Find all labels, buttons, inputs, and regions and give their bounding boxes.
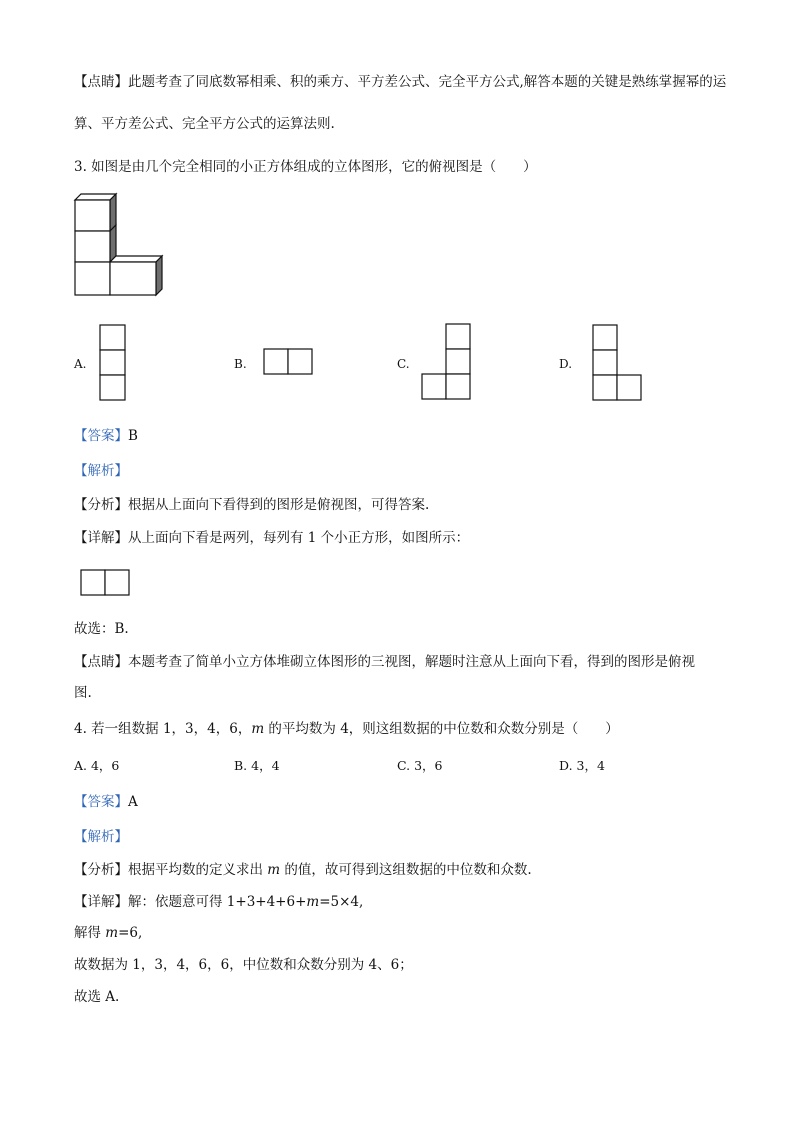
q3-option-d-figure[interactable] [593,325,643,401]
q3-conclusion: 故选：B. [74,621,129,637]
q3-detail-tag: 【详解】 [74,530,128,546]
q4-option-a[interactable]: A. 4，6 [74,758,120,773]
q3-analysis-tag: 【解析】 [74,463,128,479]
q4-answer-value: A [128,794,138,810]
q4-stem-post: 的平均数为 4，则这组数据的中位数和众数分别是（ ） [264,721,619,737]
front-face-middle [75,231,110,262]
q3-note-line-1 [74,653,695,671]
q3-solution-figure [81,570,131,596]
q4-data-line: 故数据为 1，3，4，6，6，中位数和众数分别为 4、6； [74,957,413,973]
q3-note-line-2: 图. [74,685,92,701]
q4-solve-post: =6, [118,925,143,941]
q4-detail-var: m [306,894,320,910]
q4-fenxi-tag: 【分析】 [74,862,128,878]
q3-stem: 3. 如图是由几个完全相同的小正方体组成的立体图形，它的俯视图是（ ） [74,159,537,175]
q4-conclusion: 故选 A. [74,989,120,1005]
q3-note-text: 本题考查了简单小立方体堆砌立体图形的三视图，解题时注意从上面向下看，得到的图形是俯视 [128,654,695,670]
right-cube-side [156,256,162,295]
q4-option-c[interactable]: C. 3，6 [397,758,443,773]
right-cube-top-face [110,256,162,262]
q3-option-d-label[interactable]: D. [559,357,573,371]
q4-fenxi-line [74,861,532,879]
q2-note-line-1: 【点睛】此题考查了同底数幂相乘、积的乘方、平方差公式、完全平方公式,解答本题的关键是熟练掌握幂的运 [74,74,727,90]
q4-solve-pre: 解得 [74,925,106,941]
q3-detail-line [74,529,469,547]
q4-fenxi-var: m [267,862,281,878]
q4-option-d[interactable]: D. 3，4 [559,758,605,773]
q4-answer-tag: 【答案】 [74,794,128,810]
q4-solve-var: m [105,925,119,941]
q4-detail-tag: 【详解】 [74,894,128,910]
q3-option-a-figure[interactable] [100,325,126,401]
front-face-top [75,200,110,231]
q4-option-b[interactable]: B. 4，4 [234,758,280,773]
q4-answer-line [74,793,138,811]
q4-detail-pre: 解：依题意可得 1+3+4+6+ [128,894,307,910]
q3-note-tag: 【点睛】 [74,654,128,670]
q4-stem-pre: 4. 若一组数据 1，3，4，6， [74,721,252,737]
q3-option-c-label[interactable]: C. [397,357,410,371]
q3-fenxi-text: 根据从上面向下看得到的图形是俯视图，可得答案. [128,497,430,513]
q4-detail-post: =5×4, [319,894,364,910]
q3-answer-line [74,427,138,445]
stack-top-face [75,194,116,200]
q4-solve-line [74,924,142,942]
q4-stem-var: m [251,721,265,737]
q3-answer-value: B [128,428,138,444]
q4-detail-line [74,893,363,911]
q3-option-c-figure[interactable] [422,324,472,400]
q4-analysis-tag: 【解析】 [74,829,128,845]
q3-detail-text: 从上面向下看是两列，每列有 1 个小正方形，如图所示： [128,530,470,546]
q4-fenxi-post: 的值，故可得到这组数据的中位数和众数. [280,862,532,878]
q4-fenxi-pre: 根据平均数的定义求出 [128,862,268,878]
q3-answer-tag: 【答案】 [74,428,128,444]
q3-solid-figure [74,193,169,298]
q4-stem [74,720,619,738]
q2-note-line-2: 算、平方差公式、完全平方公式的运算法则. [74,116,335,132]
front-face-bottom-right [110,262,156,295]
q3-option-b-label[interactable]: B. [234,357,247,371]
q3-option-b-figure[interactable] [264,349,314,375]
front-face-bottom-left [75,262,110,295]
q3-fenxi-tag: 【分析】 [74,497,128,513]
q3-option-a-label[interactable]: A. [74,357,87,371]
q3-fenxi-line [74,496,429,514]
